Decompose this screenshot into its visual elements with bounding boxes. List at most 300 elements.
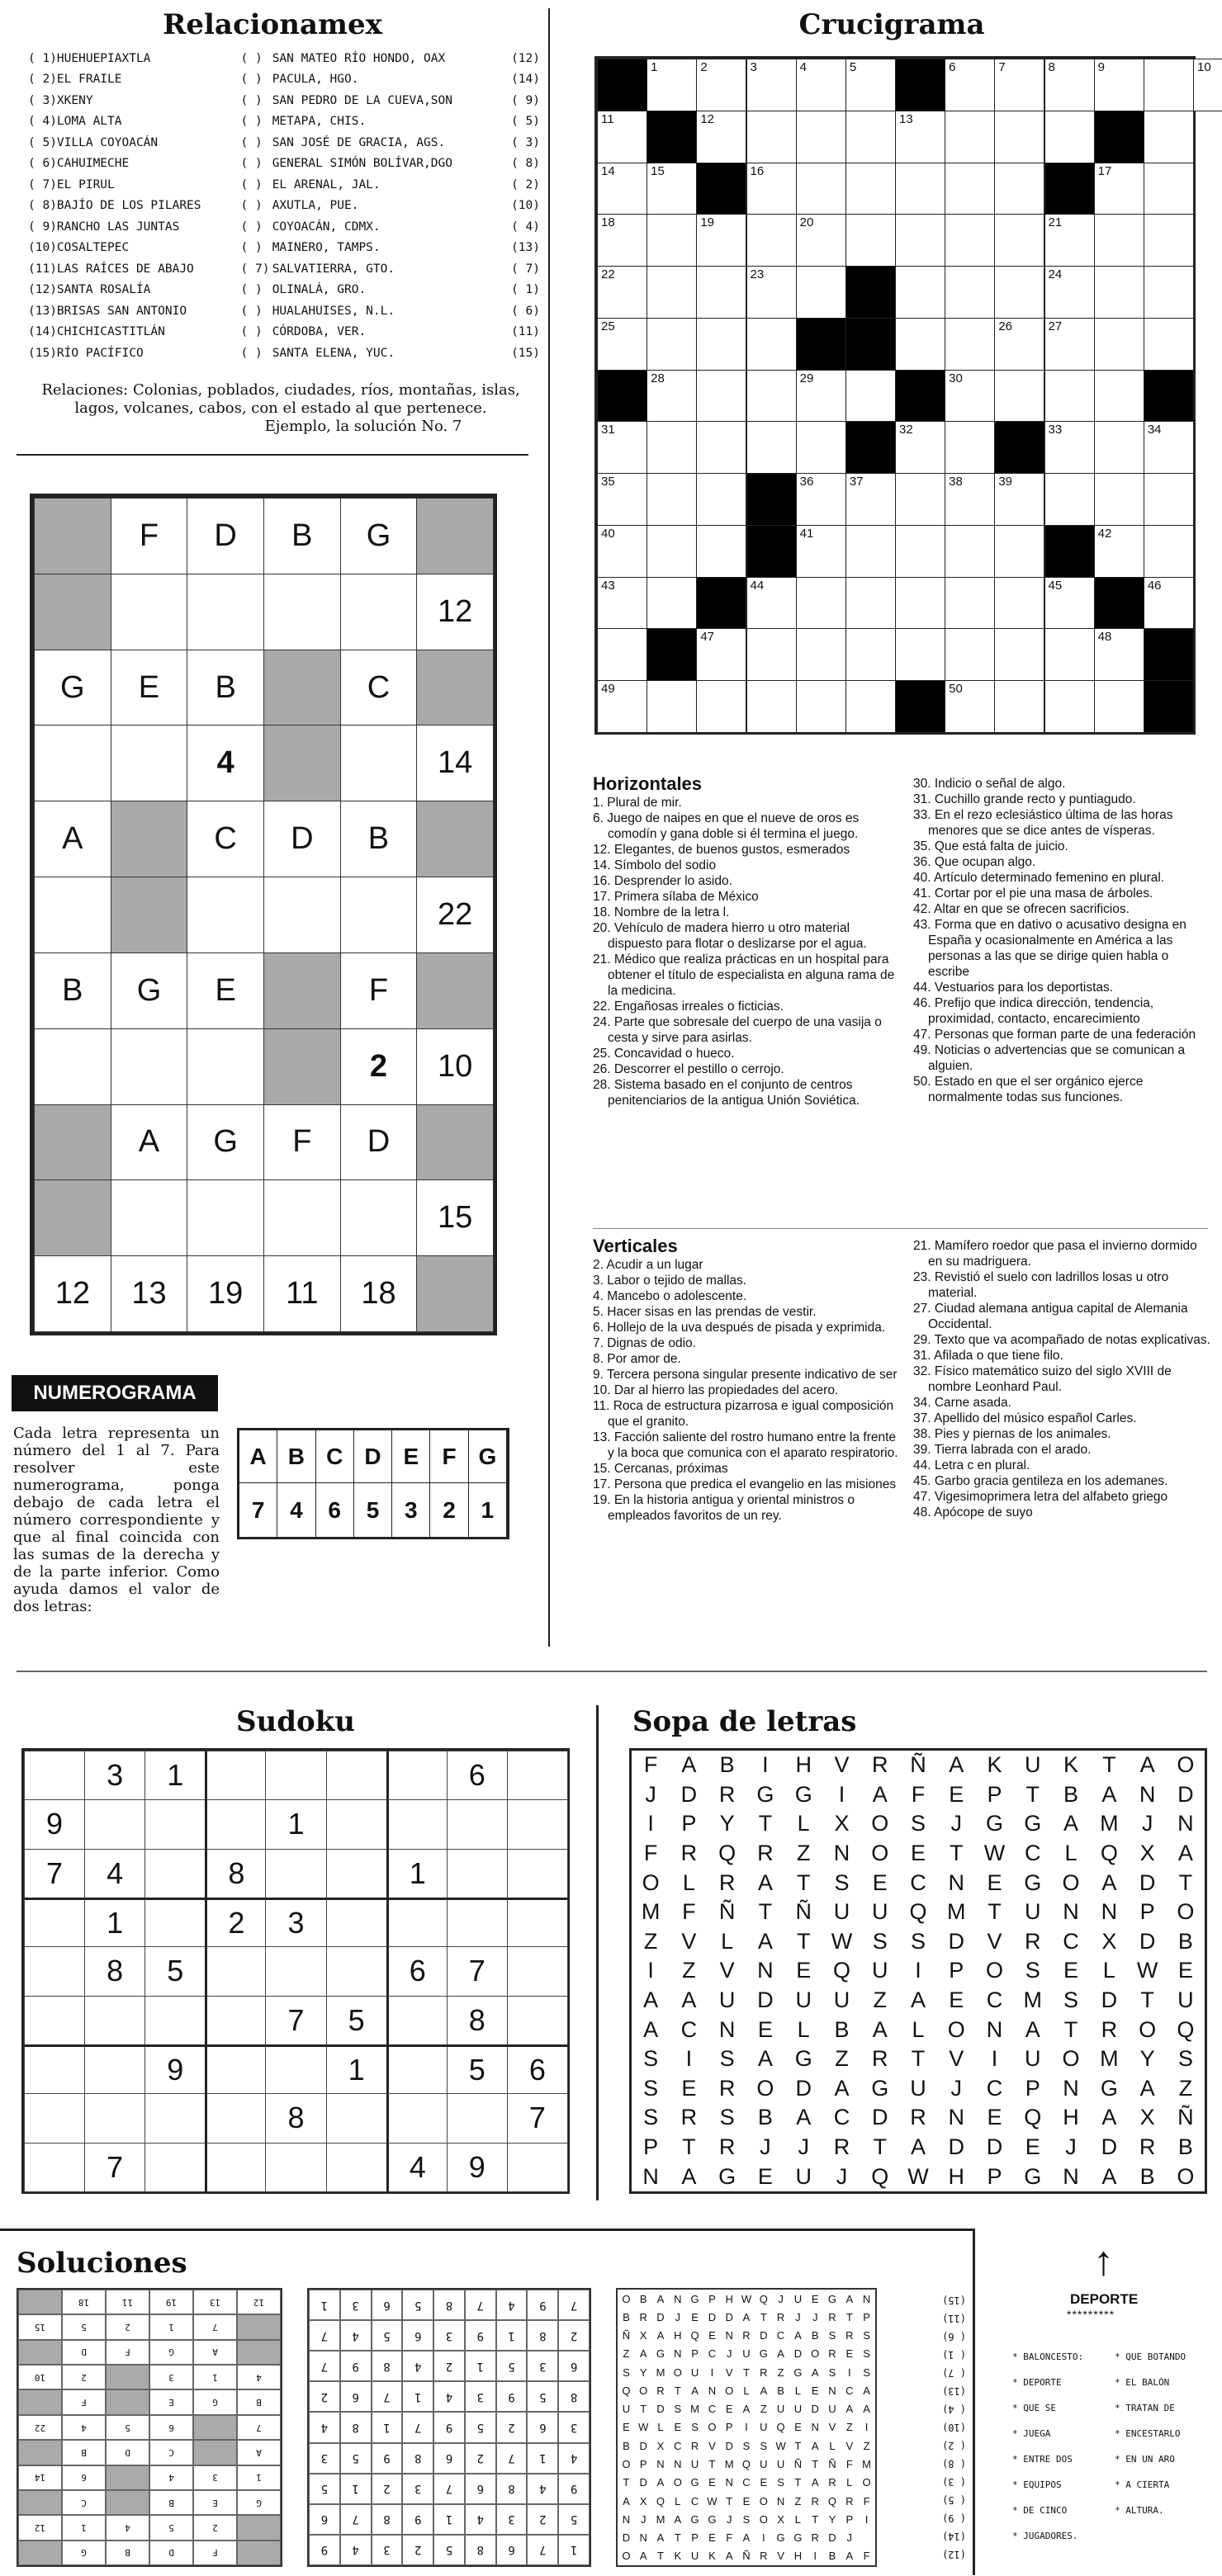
- relacionamex-list: [28, 48, 540, 364]
- word-search-letter: I: [647, 1958, 654, 1983]
- solution-ws-letter: G: [776, 2531, 785, 2545]
- crossword-number: 22: [601, 267, 615, 282]
- solution-sudoku-cell: 1: [340, 2474, 372, 2504]
- word-search-letter: U: [1025, 2046, 1041, 2072]
- crossword-cell: [696, 421, 746, 474]
- word-search-letter: A: [872, 2016, 888, 2042]
- solution-ws-letter: I: [864, 2512, 869, 2526]
- clue: 37. Apellido del músico español Carles.: [913, 1411, 1137, 1425]
- relacionamex-cell: SAN JOSÉ DE GRACIA, AGS.: [272, 135, 446, 149]
- solution-numerograma-cell: [237, 2541, 281, 2565]
- crossword-number: 19: [700, 215, 715, 230]
- solution-numerograma-cell: 2: [106, 2314, 149, 2339]
- crossword-cell: [845, 111, 896, 163]
- clue: 38. Pies y piernas de los animales.: [913, 1427, 1111, 1441]
- crossword-cell: [746, 473, 797, 526]
- word-search-letter: E: [949, 1988, 964, 2013]
- crossword-cell: [796, 214, 846, 267]
- solution-ws-inner: [618, 2290, 875, 2565]
- crossword-cell: [1044, 525, 1095, 578]
- deporte-word: * ENTRE DOS: [1012, 2454, 1073, 2465]
- numerograma-cell: [416, 498, 494, 574]
- clue: 13. Facción saliente del rostro humano entre la frente y la boca que comunica con el aparato respiratorio.: [593, 1430, 898, 1460]
- crossword-cell: [1044, 59, 1095, 111]
- crossword-cell: [647, 473, 697, 526]
- crossword-cell: [845, 628, 896, 681]
- solution-numerograma-cell: 4: [62, 2415, 106, 2440]
- solution-sudoku-cell: 8: [496, 2474, 528, 2504]
- solution-ws-letter: N: [811, 2421, 819, 2434]
- word-search-letter: U: [795, 2163, 812, 2189]
- solution-ws-letter: S: [828, 2329, 836, 2342]
- sudoku-cell: [507, 1946, 568, 1996]
- solution-ws-letter: I: [745, 2421, 748, 2434]
- word-search-letter: W: [1136, 1958, 1158, 1983]
- solution-ws-letter: D: [639, 2439, 647, 2452]
- word-search-letter: Ñ: [1177, 2105, 1194, 2130]
- numerograma-cell: 14: [416, 725, 494, 801]
- word-search-letter: E: [757, 2016, 773, 2042]
- crossword-cell: [647, 266, 697, 319]
- numerograma-cell: B: [187, 650, 264, 726]
- sudoku-cell: [144, 1898, 206, 1947]
- numerograma-cell: 10: [416, 1028, 494, 1105]
- sopa-title: Sopa de letras: [632, 1705, 857, 1738]
- clue: 26. Descorrer el pestillo o cerrojo.: [593, 1062, 784, 1076]
- word-search-letter: A: [681, 2163, 697, 2189]
- word-search-letter: O: [756, 2075, 774, 2101]
- crossword-cell: [994, 318, 1044, 371]
- relacionamex-row: [28, 343, 540, 364]
- word-search-letter: Ñ: [910, 1752, 926, 1778]
- crossword-cell: [945, 421, 995, 474]
- sudoku-cell: [205, 1799, 266, 1849]
- relacionamex-cell: ( ): [240, 177, 263, 191]
- crossword-number: 48: [1097, 630, 1112, 645]
- solution-numerograma-inner: [18, 2290, 281, 2565]
- solution-ws-letter: U: [622, 2403, 631, 2416]
- solution-ws-letter: Q: [741, 2458, 751, 2471]
- word-search-letter: K: [1063, 1752, 1079, 1778]
- word-search-letter: T: [1025, 1781, 1040, 1807]
- solution-ws-letter: S: [742, 2439, 751, 2452]
- word-search-letter: V: [834, 1752, 850, 1778]
- crossword-number: 6: [949, 60, 956, 74]
- sudoku-cell: [386, 1996, 448, 2045]
- solution-ws-letter: V: [828, 2421, 836, 2434]
- word-search-letter: P: [987, 1781, 1002, 1807]
- numerograma-cell: 12: [34, 1255, 111, 1332]
- word-search-letter: L: [1064, 1841, 1078, 1866]
- solution-ws-letter: O: [708, 2421, 717, 2434]
- solution-ws-letter: О: [622, 2292, 631, 2305]
- word-search-letter: E: [681, 2075, 697, 2101]
- crossword-cell: [895, 370, 945, 423]
- clue: 28. Sistema basado en el conjunto de centros penitenciarios de la antigua Unión Soviética.: [593, 1078, 860, 1108]
- clue: 17. Primera sílaba de México: [593, 890, 759, 904]
- word-search-letter: C: [1063, 1928, 1079, 1954]
- solution-numerograma-cell: [18, 2340, 62, 2365]
- word-search-letter: S: [719, 2105, 735, 2130]
- solution-rel-number: ( 4): [942, 2403, 966, 2415]
- crossword-cell: [647, 680, 697, 733]
- crossword-cell: [1094, 318, 1144, 371]
- word-search-letter: T: [911, 2046, 926, 2072]
- relacionamex-cell: ( 9): [511, 93, 540, 107]
- solution-ws-letter: W: [775, 2439, 786, 2452]
- solution-rel-number: (14): [942, 2531, 966, 2542]
- word-search-letter: Ñ: [795, 1899, 812, 1925]
- word-search-letter: J: [798, 2134, 809, 2160]
- word-search-letter: R: [718, 1869, 736, 1895]
- word-search-letter: H: [948, 2163, 964, 2189]
- crossword-cell: [945, 577, 995, 630]
- word-search-letter: A: [643, 2016, 659, 2042]
- solution-sudoku-cell: 3: [527, 2351, 558, 2381]
- solution-ws-letter: T: [726, 2494, 733, 2507]
- word-search-letter: Q: [832, 1958, 850, 1983]
- word-search-letter: J: [950, 2075, 962, 2101]
- deporte-word: * JUEGA: [1012, 2428, 1051, 2439]
- sudoku-title: Sudoku: [235, 1705, 355, 1738]
- solution-ws-letter: J: [812, 2310, 818, 2323]
- sudoku-cell: [386, 2093, 448, 2143]
- solution-ws-letter: P: [725, 2421, 733, 2434]
- solution-numerograma-cell: G: [193, 2389, 237, 2414]
- word-search-letter: C: [910, 1869, 926, 1895]
- word-search-letter: A: [1101, 1781, 1117, 1807]
- crossword-cell: [796, 473, 846, 526]
- crossword-cell: [895, 421, 945, 474]
- solution-ws-letter: R: [656, 2384, 665, 2397]
- word-search-letter: N: [1063, 1899, 1079, 1925]
- solution-sudoku-cell: 4: [340, 2320, 372, 2351]
- solution-rel-number: (13): [942, 2385, 966, 2397]
- crossword-cell: [895, 525, 945, 578]
- solution-ws-letter: Z: [760, 2403, 767, 2416]
- solution-numerograma-cell: 10: [18, 2365, 62, 2389]
- solution-ws-letter: F: [863, 2494, 870, 2507]
- crossword-number: 44: [750, 578, 765, 593]
- crossword-cell: [1094, 577, 1144, 630]
- sudoku-cell: 4: [84, 1849, 145, 1898]
- numerograma-cell: 18: [340, 1255, 418, 1332]
- sudoku-cell: [24, 2143, 85, 2192]
- clue: 14. Símbolo del sodio: [593, 858, 717, 872]
- crossword-cell: [1094, 266, 1144, 319]
- crossword-cell: [845, 525, 896, 578]
- crossword-cell: [796, 577, 846, 630]
- solution-ws-letter: R: [690, 2439, 699, 2452]
- crossword-cell: [1094, 59, 1144, 111]
- crossword-number: 45: [1048, 578, 1063, 593]
- crossword-cell: [696, 370, 746, 423]
- clue: 25. Concavidad o hueco.: [593, 1047, 735, 1061]
- crossword-cell: [895, 266, 945, 319]
- solution-numerograma-cell: 12: [237, 2290, 281, 2314]
- relacionamex-cell: ( 6)CAHUIMECHE: [28, 157, 130, 171]
- numerograma-cell: [34, 725, 111, 801]
- solution-ws-letter: E: [708, 2476, 716, 2489]
- solution-rel-number: ( 5): [942, 2494, 966, 2506]
- solution-ws-letter: D: [725, 2310, 733, 2323]
- solution-sudoku-cell: 6: [496, 2535, 528, 2565]
- solution-numerograma: [17, 2288, 282, 2567]
- relacionamex-cell: ( ): [240, 115, 263, 129]
- crossword-cell: [746, 163, 797, 215]
- crossword-cell: [1144, 59, 1194, 111]
- crossword-number: 8: [1048, 60, 1055, 74]
- relacionamex-cell: SAN PEDRO DE LA CUEVA,SON: [272, 93, 452, 107]
- word-search-letter: J: [645, 1781, 656, 1807]
- crossword-cell: [796, 421, 846, 474]
- relacionamex-note: [25, 381, 537, 436]
- word-search-letter: U: [1025, 1899, 1041, 1925]
- clue: 47. Vigesimoprimera letra del alfabeto griego: [913, 1490, 1168, 1504]
- crossword-cell: [1044, 111, 1095, 163]
- solution-ws-letter: O: [862, 2476, 871, 2489]
- numerograma-cell: [416, 1255, 494, 1332]
- solution-ws-letter: R: [828, 2476, 836, 2489]
- word-search-letter: A: [1101, 2163, 1117, 2189]
- word-search-letter: A: [796, 2105, 812, 2130]
- solution-ws-letter: Q: [656, 2494, 665, 2507]
- sudoku-cell: 6: [447, 1751, 508, 1800]
- solution-numerograma-cell: 12: [18, 2515, 62, 2540]
- relacionamex-cell: ( 1): [511, 283, 540, 297]
- solution-numerograma-cell: E: [149, 2389, 193, 2414]
- clue: 32. Físico matemático suizo del siglo XVIII de nombre Leonhard Paul.: [913, 1364, 1172, 1394]
- solution-ws-letter: I: [761, 2531, 765, 2545]
- solution-ws-letter: U: [793, 2292, 803, 2305]
- sudoku-cell: 3: [265, 1898, 326, 1947]
- crossword-cell: [845, 680, 896, 733]
- word-search-letter: G: [1100, 2075, 1118, 2101]
- solution-numerograma-cell: 5: [62, 2314, 106, 2339]
- solution-ws-letter: U: [760, 2421, 768, 2434]
- sudoku-cell: [265, 2143, 326, 2192]
- solution-sudoku-cell: 8: [402, 2443, 433, 2474]
- solution-ws-letter: N: [862, 2292, 871, 2305]
- word-search-letter: E: [757, 2163, 773, 2189]
- crossword-cell: [845, 59, 896, 111]
- numerograma-cell: [111, 1179, 188, 1256]
- word-search-letter: X: [834, 1811, 850, 1836]
- word-search-letter: U: [910, 2075, 926, 2101]
- word-search-letter: N: [757, 1958, 774, 1983]
- crossword-cell: [945, 111, 995, 163]
- solution-sudoku-cell: 5: [558, 2504, 590, 2535]
- word-search-letter: A: [910, 1988, 926, 2013]
- sudoku-cell: [386, 2044, 448, 2094]
- word-search-letter: J: [836, 2163, 848, 2189]
- relacionamex-cell: ( 8): [511, 157, 540, 171]
- word-search-letter: B: [1139, 2163, 1155, 2189]
- solution-sudoku-cell: 5: [402, 2290, 433, 2320]
- solution-rel-number: ( 8): [942, 2458, 966, 2470]
- word-search-letter: Y: [1139, 2046, 1155, 2072]
- crossword-cell: [1144, 421, 1194, 474]
- relacionamex-cell: (12)SANTA ROSALÍA: [28, 283, 151, 297]
- word-search-letter: E: [1177, 1958, 1193, 1983]
- crossword-cell: [994, 577, 1044, 630]
- verticales-col1: [593, 1238, 898, 1524]
- solution-ws-letter: Q: [827, 2494, 837, 2507]
- soluciones-title: Soluciones: [17, 2247, 187, 2280]
- numerograma-cell: G: [34, 650, 111, 726]
- crossword-cell: [696, 680, 746, 733]
- solution-numerograma-cell: 15: [18, 2314, 62, 2339]
- crossword-number: 12: [700, 111, 715, 126]
- crossword-number: 17: [1097, 163, 1112, 178]
- numerograma-grid: [30, 494, 497, 1335]
- clue: 24. Parte que sobresale del cuerpo de una vasija o cesta y sirve para asirlas.: [593, 1015, 882, 1045]
- solution-ws-letter: B: [623, 2310, 630, 2323]
- clue: 22. Engañosas irreales o ficticias.: [593, 1000, 784, 1014]
- word-search-letter: P: [1025, 2075, 1040, 2101]
- relacionamex-cell: (11): [511, 325, 540, 339]
- crossword-cell: [895, 473, 945, 526]
- horizontales-col2: [913, 776, 1210, 1105]
- word-search-letter: B: [1177, 2134, 1193, 2160]
- relacionamex-cell: METAPA, CHIS.: [272, 115, 367, 129]
- word-search-letter: M: [1023, 1988, 1043, 2013]
- word-search-letter: P: [681, 1811, 697, 1836]
- solution-numerograma-cell: D: [106, 2440, 149, 2465]
- solution-sudoku-cell: 3: [433, 2320, 465, 2351]
- solution-numerograma-cell: A: [237, 2440, 281, 2465]
- word-search-letter: D: [1139, 1869, 1156, 1895]
- solution-sudoku-cell: 1: [496, 2320, 528, 2351]
- solution-ws-letter: X: [639, 2494, 647, 2507]
- solution-ws-letter: F: [726, 2531, 733, 2545]
- crossword-cell: [945, 163, 995, 215]
- deporte-word: * QUE BOTANDO: [1115, 2351, 1186, 2362]
- solution-ws-letter: U: [690, 2550, 699, 2563]
- clue: 45. Garbo gracia gentileza en los ademanes.: [913, 1474, 1168, 1488]
- crossword-cell: [1144, 473, 1194, 526]
- numerograma-cell: G: [111, 952, 188, 1029]
- solution-ws-letter: J: [726, 2512, 732, 2526]
- sudoku-cell: [326, 1799, 387, 1849]
- solution-ws-letter: T: [743, 2366, 750, 2379]
- sudoku-cell: 8: [447, 1996, 508, 2045]
- solution-sudoku-cell: 2: [402, 2535, 433, 2565]
- sudoku-cell: [24, 1946, 85, 1996]
- solution-sudoku-cell: 9: [340, 2351, 372, 2381]
- solution-ws-letter: R: [760, 2550, 768, 2563]
- solution-ws-letter: W: [638, 2421, 649, 2434]
- solution-numerograma-cell: 3: [193, 2465, 237, 2490]
- word-search-letter: D: [795, 2075, 812, 2101]
- word-search-letter: P: [643, 2134, 659, 2160]
- crossword-cell: [746, 266, 797, 319]
- solution-ws-letter: T: [794, 2439, 802, 2452]
- crucigrama-title: Crucigrama: [798, 8, 985, 41]
- solution-ws-letter: E: [674, 2421, 682, 2434]
- word-search-letter: Z: [1178, 2075, 1193, 2101]
- crossword-cell: [1044, 163, 1095, 215]
- numerograma-cell: 2: [340, 1028, 418, 1105]
- word-search-letter: R: [871, 1752, 888, 1778]
- word-search-letter: E: [1025, 2134, 1040, 2160]
- word-search-letter: R: [910, 2105, 926, 2130]
- solution-ws-letter: A: [623, 2494, 630, 2507]
- crossword-cell: [647, 421, 697, 474]
- word-search-letter: T: [796, 1928, 811, 1954]
- word-search-letter: Z: [796, 1841, 811, 1866]
- word-search-letter: F: [682, 1899, 696, 1925]
- solution-ws-letter: Н: [725, 2292, 733, 2305]
- solution-sudoku-cell: 2: [433, 2351, 465, 2381]
- word-search-letter: S: [1177, 2046, 1193, 2072]
- crossword-cell: [1094, 163, 1144, 215]
- solution-sudoku-cell: 7: [372, 2381, 403, 2412]
- up-arrow-icon: ↑: [1093, 2238, 1114, 2284]
- word-search-letter: R: [833, 2134, 850, 2160]
- word-search-letter: F: [643, 1752, 658, 1778]
- word-search-letter: A: [757, 1869, 773, 1895]
- solution-numerograma-cell: 13: [193, 2290, 237, 2314]
- relacionamex-example: Ejemplo, la solución No. 7: [264, 418, 462, 435]
- word-search-letter: I: [915, 1958, 921, 1983]
- crossword-cell: [1044, 421, 1095, 474]
- numerograma-cell: F: [263, 1104, 341, 1181]
- solution-ws-letter: Ñ: [742, 2550, 751, 2563]
- solution-numerograma-cell: B: [149, 2490, 193, 2515]
- solution-ws-letter: A: [742, 2531, 751, 2545]
- relacionamex-cell: ( ): [240, 73, 263, 87]
- solution-ws-letter: L: [794, 2512, 802, 2526]
- clue: 21. Mamífero roedor que pasa el invierno dormido en su madriguera.: [913, 1239, 1197, 1269]
- relacionamex-cell: CÓRDOBA, VER.: [272, 325, 367, 339]
- solution-ws-letter: E: [811, 2292, 819, 2305]
- solution-sudoku-cell: 4: [527, 2474, 558, 2504]
- relacionamex-cell: ( 7): [511, 262, 540, 276]
- word-search-letter: E: [987, 2105, 1002, 2130]
- solution-ws-letter: C: [776, 2329, 785, 2342]
- numerograma-cell: C: [340, 650, 418, 726]
- solution-ws-letter: E: [794, 2421, 802, 2434]
- crossword-cell: [845, 473, 896, 526]
- solution-ws-letter: T: [845, 2310, 853, 2323]
- word-search-letter: A: [872, 1781, 888, 1807]
- solution-ws-letter: A: [742, 2403, 751, 2416]
- solution-sudoku-cell: 1: [527, 2443, 558, 2474]
- clue: 4. Mancebo o adolescente.: [593, 1289, 747, 1303]
- crossword-number: 16: [750, 163, 765, 178]
- sudoku-cell: 2: [205, 1898, 266, 1947]
- word-search-letter: A: [757, 1928, 773, 1954]
- solution-numerograma-cell: [18, 2440, 62, 2465]
- relacionamex-row: [28, 90, 540, 111]
- solution-ws-letter: I: [864, 2421, 869, 2434]
- solution-numerograma-cell: G: [237, 2490, 281, 2515]
- word-search-letter: Q: [871, 2163, 889, 2189]
- word-search-letter: G: [986, 1811, 1004, 1836]
- solution-ws-letter: G: [656, 2347, 665, 2361]
- relacionamex-cell: ( ): [240, 241, 263, 255]
- solution-ws-letter: R: [845, 2494, 854, 2507]
- crossword-cell: [845, 318, 896, 371]
- crossword-cell: [647, 163, 697, 215]
- numerograma-cell: F: [111, 498, 188, 574]
- key-value: 7: [239, 1483, 277, 1537]
- word-search-letter: Z: [643, 1928, 658, 1954]
- crossword-cell: [845, 370, 896, 423]
- solution-sudoku-cell: 9: [527, 2290, 558, 2320]
- crossword-cell: [746, 370, 797, 423]
